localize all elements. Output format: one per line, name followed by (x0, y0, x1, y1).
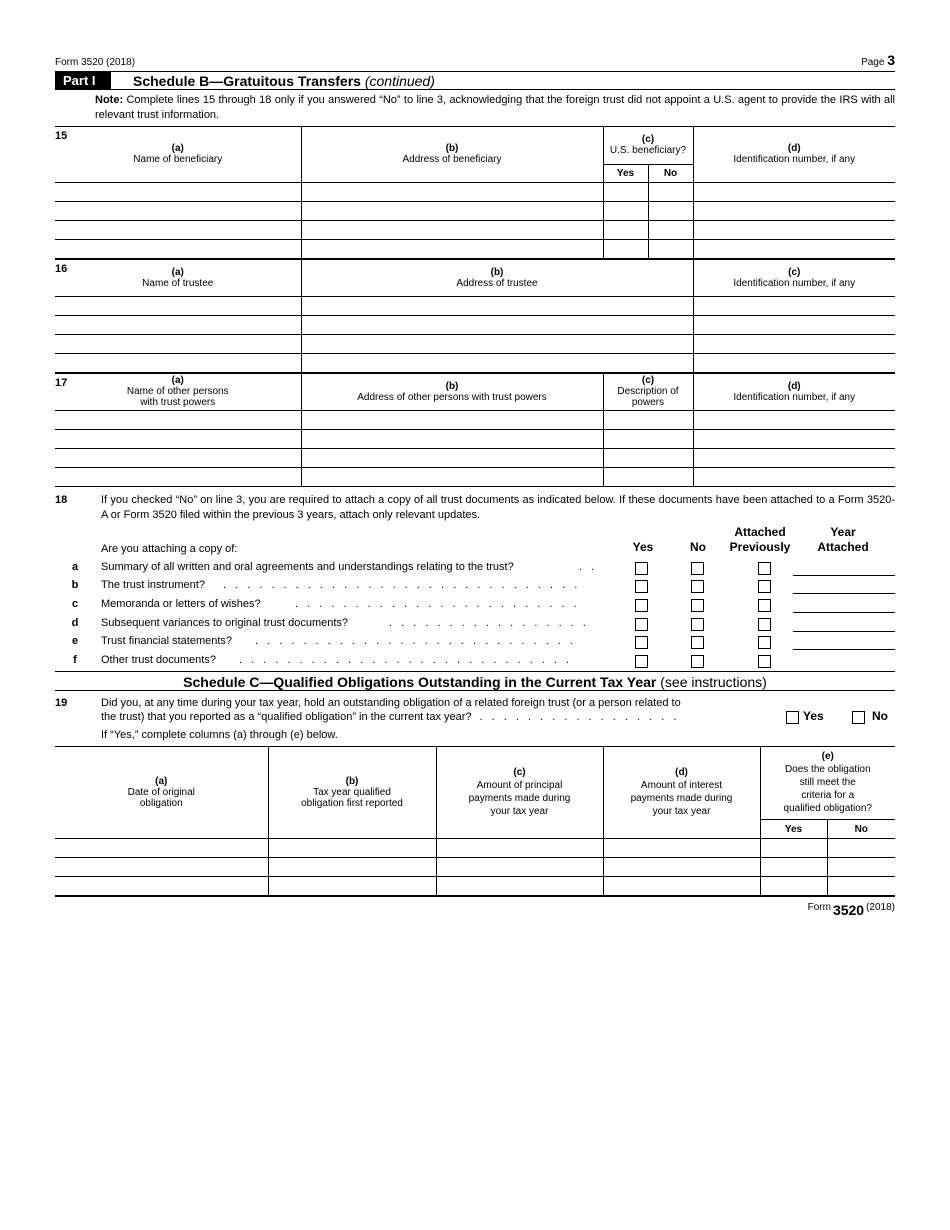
interest-cell[interactable] (603, 839, 760, 858)
attached-previously-checkbox[interactable] (758, 636, 771, 649)
line19-col-a-header: (a) Date of original obligation (55, 747, 268, 839)
table-row (55, 858, 895, 877)
qualified-no-cell[interactable] (827, 839, 895, 858)
trustee-id-cell[interactable] (693, 315, 895, 334)
list-item: d Subsequent variances to original trust documents? . . . . . . . . . . . . . . . . . (55, 615, 895, 634)
list-item: c Memoranda or letters of wishes? . . . . . . . . . . . . . . . . . . . . . . . . (55, 596, 895, 615)
form-page (55, 52, 895, 918)
line17-col-a-header: 17 (a) Name of other persons with trust powers (55, 373, 301, 410)
trustee-id-cell[interactable] (693, 353, 895, 372)
trustee-address-cell[interactable] (301, 315, 693, 334)
col-year-header: Year Attached (817, 524, 869, 554)
yes-checkbox[interactable] (635, 618, 648, 631)
principal-cell[interactable] (436, 858, 603, 877)
footer-form-number: 3520 (832, 901, 865, 918)
trustee-address-cell[interactable] (301, 353, 693, 372)
qualified-yes-cell[interactable] (760, 877, 827, 896)
trustee-address-cell[interactable] (301, 334, 693, 353)
attached-previously-checkbox[interactable] (758, 618, 771, 631)
no-checkbox[interactable] (691, 599, 704, 612)
table-row (55, 296, 895, 315)
person-id-cell[interactable] (693, 448, 895, 467)
line15-table (55, 127, 895, 259)
list-item: b The trust instrument? . . . . . . . . . . . . . . . . . . . . . . . . . . . . . . (55, 577, 895, 596)
trustee-name-cell[interactable] (55, 353, 301, 372)
leader-dots: . . (579, 560, 598, 573)
line19-col-d-header: (d) Amount of interest payments made during your tax year (603, 747, 760, 839)
year-attached-field[interactable] (793, 593, 895, 594)
us-no-cell[interactable] (648, 220, 693, 239)
us-no-cell[interactable] (648, 182, 693, 201)
qualified-yes-cell[interactable] (760, 858, 827, 877)
table-row (55, 429, 895, 448)
trustee-name-cell[interactable] (55, 296, 301, 315)
line18-intro: If you checked “No” on line 3, you are required to attach a copy of all trust documents as indicated below. If these documents have been attached to a Form 3520-A or Form 3520 filed within the previous 3 years, attach only relevant updates. (101, 493, 895, 521)
line19-col-c-header: (c) Amount of principal payments made during your tax year (436, 747, 603, 839)
table-row (55, 182, 895, 201)
line19-no-header: No (827, 820, 895, 839)
line15-col-b-header: (b) Address of beneficiary (301, 127, 603, 182)
beneficiary-name-cell[interactable] (55, 201, 301, 220)
col-attached-header: Attached Previously (729, 524, 791, 554)
person-name-cell[interactable] (55, 429, 301, 448)
page-footer: Form 3520 (2018) (807, 901, 895, 918)
interest-cell[interactable] (603, 858, 760, 877)
schedule-c-title: Schedule C—Qualified Obligations Outstanding in the Current Tax Year (see instructions) (55, 671, 895, 691)
line17-table (55, 373, 895, 487)
line15-col-c-header: (c) U.S. beneficiary? (603, 127, 693, 164)
person-id-cell[interactable] (693, 410, 895, 429)
table-row (55, 448, 895, 467)
year-attached-field[interactable] (793, 631, 895, 632)
line17-col-c-header: (c) Description of powers (603, 373, 693, 410)
line19-col-e-header: (e) Does the obligation still meet the criteria for a qualified obligation? (760, 747, 895, 820)
person-id-cell[interactable] (693, 467, 895, 486)
us-no-cell[interactable] (648, 201, 693, 220)
powers-cell[interactable] (603, 410, 693, 429)
yes-checkbox[interactable] (635, 655, 648, 668)
yes-checkbox[interactable] (635, 636, 648, 649)
line19-table (55, 747, 895, 897)
leader-dots: . . . . . . . . . . . . . . . . . (389, 616, 589, 629)
person-address-cell[interactable] (301, 410, 603, 429)
line17-col-b-header: (b) Address of other persons with trust powers (301, 373, 603, 410)
table-row (55, 410, 895, 429)
line19-yes-checkbox[interactable] (786, 711, 799, 724)
table-row (55, 220, 895, 239)
line18-items (55, 559, 895, 671)
part-title: Schedule B—Gratuitous Transfers (continued) (133, 72, 435, 89)
line18-header (55, 525, 895, 559)
principal-cell[interactable] (436, 877, 603, 896)
powers-cell[interactable] (603, 467, 693, 486)
part-header (55, 72, 895, 90)
tax-year-cell[interactable] (268, 839, 436, 858)
beneficiary-name-cell[interactable] (55, 239, 301, 258)
us-no-cell[interactable] (648, 239, 693, 258)
qualified-yes-cell[interactable] (760, 839, 827, 858)
year-attached-field[interactable] (793, 649, 895, 650)
line17-col-d-header: (d) Identification number, if any (693, 373, 895, 410)
us-yes-cell[interactable] (603, 182, 648, 201)
line15-col-d-header: (d) Identification number, if any (693, 127, 895, 182)
line18-section: 18 If you checked “No” on line 3, you are required to attach a copy of all trust documents as indicated below. If these documents have been attached to a Form 3520-A or Form 3520 filed within the previous 3 years, attach only relevant updates. Are you attaching a copy of: Yes No Attached Previously Year Attached a Summary of all written and oral agreements and understandings relating to the trust? . . b The trust instrument? . . . . . . . . . . . . . . . . . . . . . . . . . . . . . . c Memoranda or letters of wishes? . . . . . . . . . . . . . . . . . . . . . . . . d Subsequent variances to original trust documents? . . . . . . . . . . . . . . . . . e Trust financial statements? . . . . . . . . . . . . . . . . . . . . . . . . . . . f Other trust documents? . . . . . . . . . . . . . . . . . . . . . . . . . . . . (55, 487, 895, 671)
no-checkbox[interactable] (691, 580, 704, 593)
beneficiary-id-cell[interactable] (693, 201, 895, 220)
person-name-cell[interactable] (55, 467, 301, 486)
tax-year-cell[interactable] (268, 877, 436, 896)
principal-cell[interactable] (436, 839, 603, 858)
table-row (55, 353, 895, 372)
trustee-name-cell[interactable] (55, 334, 301, 353)
attached-previously-checkbox[interactable] (758, 599, 771, 612)
beneficiary-address-cell[interactable] (301, 182, 603, 201)
form-reference: Form 3520 (2018) (55, 57, 136, 68)
page-header (55, 52, 895, 72)
powers-cell[interactable] (603, 448, 693, 467)
us-yes-cell[interactable] (603, 201, 648, 220)
date-cell[interactable] (55, 839, 268, 858)
year-attached-field[interactable] (793, 612, 895, 613)
line15-no-header: No (648, 164, 693, 182)
person-address-cell[interactable] (301, 467, 603, 486)
trustee-id-cell[interactable] (693, 334, 895, 353)
line16-table (55, 259, 895, 373)
person-address-cell[interactable] (301, 429, 603, 448)
no-checkbox[interactable] (691, 618, 704, 631)
qualified-no-cell[interactable] (827, 858, 895, 877)
line15-col-a-header: 15 (a) Name of beneficiary (55, 127, 301, 182)
trustee-id-cell[interactable] (693, 296, 895, 315)
table-row (55, 877, 895, 896)
line18-question: Are you attaching a copy of: (101, 542, 238, 555)
note: Note: Complete lines 15 through 18 only if you answered “No” to line 3, acknowledging that the foreign trust did not appoint a U.S. agent to provide the IRS with all relevant trust information. (55, 90, 895, 127)
table-row (55, 839, 895, 858)
leader-dots: . . . . . . . . . . . . . . . . . (479, 710, 680, 723)
beneficiary-name-cell[interactable] (55, 182, 301, 201)
powers-cell[interactable] (603, 429, 693, 448)
person-name-cell[interactable] (55, 448, 301, 467)
list-item: f Other trust documents? . . . . . . . . . . . . . . . . . . . . . . . . . . . . (55, 652, 895, 671)
attached-previously-checkbox[interactable] (758, 655, 771, 668)
table-row (55, 467, 895, 486)
us-yes-cell[interactable] (603, 239, 648, 258)
line16-col-b-header: (b) Address of trustee (301, 259, 693, 296)
table-row (55, 334, 895, 353)
line16-col-a-header: 16 (a) Name of trustee (55, 259, 301, 296)
yes-checkbox[interactable] (635, 580, 648, 593)
list-item: a Summary of all written and oral agreements and understandings relating to the trust? . . (55, 559, 895, 578)
col-no-header: No (690, 539, 706, 554)
beneficiary-address-cell[interactable] (301, 239, 603, 258)
line19-no-checkbox[interactable] (852, 711, 865, 724)
list-item: e Trust financial statements? . . . . . . . . . . . . . . . . . . . . . . . . . . . (55, 633, 895, 652)
yes-checkbox[interactable] (635, 599, 648, 612)
table-row (55, 315, 895, 334)
no-checkbox[interactable] (691, 562, 704, 575)
leader-dots: . . . . . . . . . . . . . . . . . . . . . . . . . . . (255, 635, 576, 648)
trustee-name-cell[interactable] (55, 315, 301, 334)
attached-previously-checkbox[interactable] (758, 580, 771, 593)
line19-question: 19 Did you, at any time during your tax year, hold an outstanding obligation of a related foreign trust (or a person related to the trust) that you reported as a “qualified obligation” in the current tax year? . . . . . . . . . . . . . . . . . Yes No If “Yes,” complete columns (a) through (e) below. (55, 691, 895, 747)
line19-yes-header: Yes (760, 820, 827, 839)
line16-col-c-header: (c) Identification number, if any (693, 259, 895, 296)
yes-checkbox[interactable] (635, 562, 648, 575)
no-checkbox[interactable] (691, 636, 704, 649)
beneficiary-address-cell[interactable] (301, 220, 603, 239)
person-address-cell[interactable] (301, 448, 603, 467)
part-badge: Part I (55, 72, 111, 89)
col-yes-header: Yes (632, 539, 654, 554)
us-yes-cell[interactable] (603, 220, 648, 239)
person-id-cell[interactable] (693, 429, 895, 448)
leader-dots: . . . . . . . . . . . . . . . . . . . . . . . . . . . . . . (223, 579, 581, 592)
beneficiary-id-cell[interactable] (693, 220, 895, 239)
beneficiary-name-cell[interactable] (55, 220, 301, 239)
beneficiary-id-cell[interactable] (693, 182, 895, 201)
qualified-no-cell[interactable] (827, 877, 895, 896)
page-number: Page 3 (861, 52, 895, 68)
date-cell[interactable] (55, 858, 268, 877)
table-row (55, 239, 895, 258)
year-attached-field[interactable] (793, 575, 895, 576)
interest-cell[interactable] (603, 877, 760, 896)
line15-yes-header: Yes (603, 164, 648, 182)
table-row (55, 201, 895, 220)
date-cell[interactable] (55, 877, 268, 896)
tax-year-cell[interactable] (268, 858, 436, 877)
person-name-cell[interactable] (55, 410, 301, 429)
line19-col-b-header: (b) Tax year qualified obligation first reported (268, 747, 436, 839)
beneficiary-id-cell[interactable] (693, 239, 895, 258)
no-checkbox[interactable] (691, 655, 704, 668)
leader-dots: . . . . . . . . . . . . . . . . . . . . . . . . . . . . (239, 653, 573, 666)
beneficiary-address-cell[interactable] (301, 201, 603, 220)
leader-dots: . . . . . . . . . . . . . . . . . . . . . . . . (295, 597, 580, 610)
attached-previously-checkbox[interactable] (758, 562, 771, 575)
trustee-address-cell[interactable] (301, 296, 693, 315)
